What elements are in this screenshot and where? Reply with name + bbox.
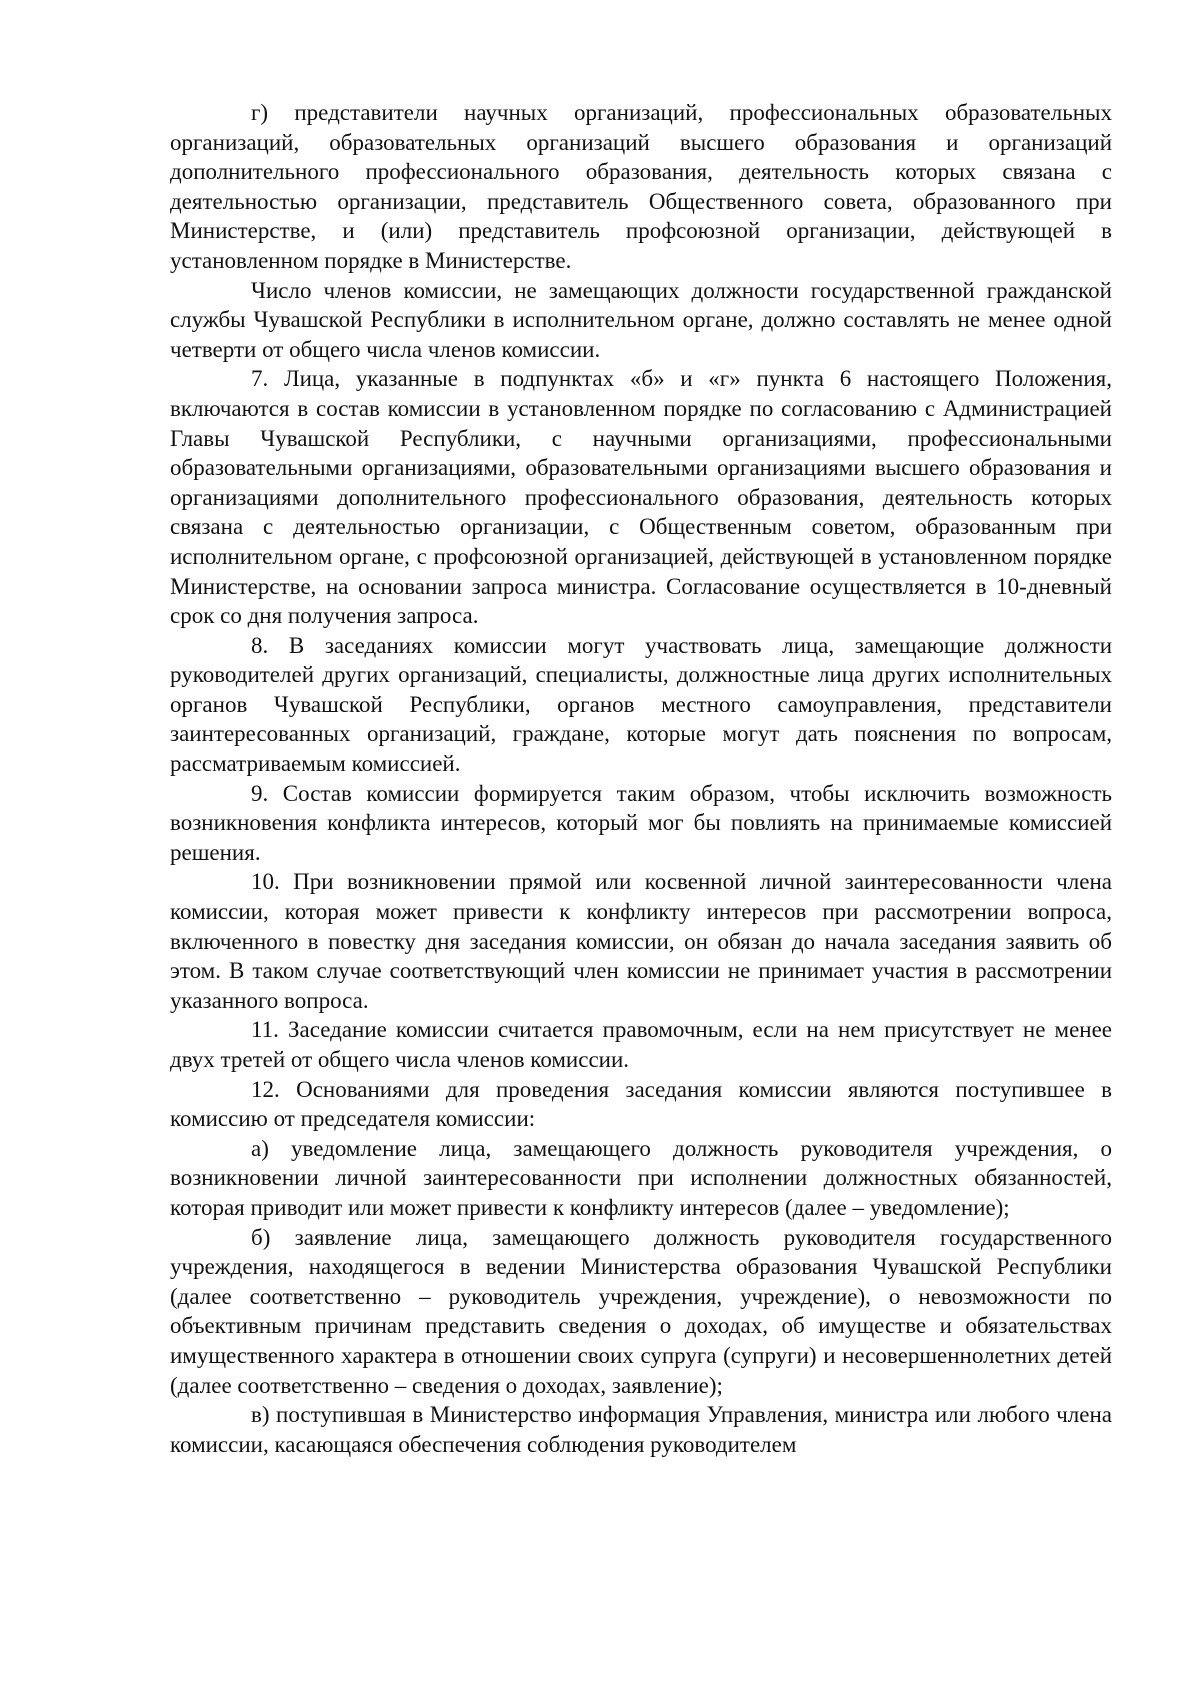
paragraph-item-10: 10. При возникновении прямой или косвенной личной заинтересованности члена комиссии, которая может привести к конфликту интересов при рассмотрении вопроса, включенного в повестку дня заседания комиссии, он обязан до начала заседания заявить об этом. В таком случае соответствующий член комиссии не принимает участия в рассмотрении указанного вопроса. [170,869,1112,1013]
paragraph-subitem-a: а) уведомление лица, замещающего должность руководителя учреждения, о возникновении личной заинтересованности при исполнении должностных обязанностей, которая приводит или может привести к конфликту интересов (далее – уведомление); [170,1135,1112,1220]
paragraph-non-civil-members-share: Число членов комиссии, не замещающих должности государственной гражданской службы Чувашской Республики в исполнительном органе, должно составлять не менее одной четверти от общего числа членов комиссии. [170,277,1112,362]
paragraph-item-8: 8. В заседаниях комиссии могут участвовать лица, замещающие должности руководителей других организаций, специалисты, должностные лица других исполнительных органов Чувашской Республики, органов местного самоуправления, представители заинтересованных организаций, граждане, которые могут дать пояснения по вопросам, рассматриваемым комиссией. [170,632,1112,777]
document-page [170,98,1112,1459]
paragraph-item-12: 12. Основаниями для проведения заседания комиссии являются поступившее в комиссию от председателя комиссии: [170,1076,1112,1132]
paragraph-item-7: 7. Лица, указанные в подпунктах «б» и «г» пункта 6 настоящего Положения, включаются в состав комиссии в установленном порядке по согласованию с Администрацией Главы Чувашской Республики, с научными организациями, профессиональными образовательными организациями, образовательными организациями высшего образования и организациями дополнительного профессионального образования, деятельность которых связана с деятельностью организации, с Общественным советом, образованным при исполнительном органе, с профсоюзной организацией, действующей в установленном порядке Министерстве, на основании запроса министра. Согласование осуществляется в 10-дневный срок со дня получения запроса. [170,366,1112,629]
paragraph-item-9: 9. Состав комиссии формируется таким образом, чтобы исключить возможность возникновения конфликта интересов, который мог бы повлиять на принимаемые комиссией решения. [170,780,1112,865]
paragraph-subitem-v: в) поступившая в Министерство информация Управления, министра или любого члена комиссии, касающаяся обеспечения соблюдения руководителем [170,1402,1112,1457]
paragraph-item-11: 11. Заседание комиссии считается правомочным, если на нем присутствует не менее двух третей от общего числа членов комиссии. [170,1017,1112,1072]
paragraph-representatives-g: г) представители научных организаций, профессиональных образовательных организаций, образовательных организаций высшего образования и организаций дополнительного профессионального образования, деятельность которых связана с деятельностью организации, представитель Общественного совета, образованного при Министерстве, и (или) представитель профсоюзной организации, действующей в установленном порядке в Министерстве. [170,100,1112,273]
paragraph-subitem-b: б) заявление лица, замещающего должность руководителя государственного учреждения, находящегося в ведении Министерства образования Чувашской Республики (далее соответственно – руководитель учреждения, учреждение), о невозможности по объективным причинам представить сведения о доходах, об имуществе и обязательствах имущественного характера в отношении своих супруга (супруги) и несовершеннолетних детей (далее соответственно – сведения о доходах, заявление); [170,1224,1112,1398]
